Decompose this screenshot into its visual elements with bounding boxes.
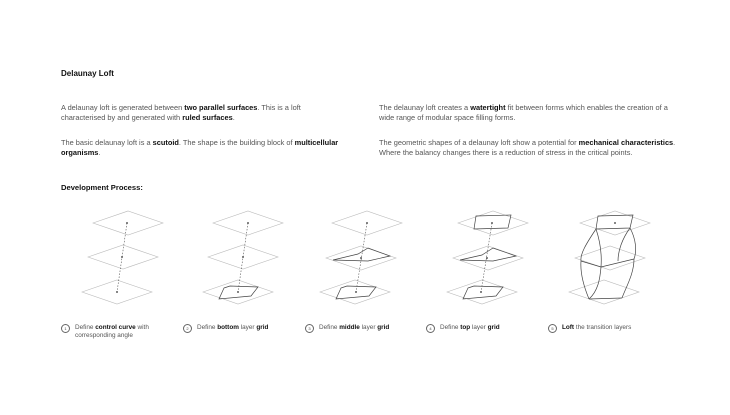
emphasis-text: multicellular organisms: [61, 138, 339, 157]
text-run: layer: [238, 324, 257, 331]
intro-paragraph-4: [379, 138, 679, 157]
step-caption-text: [562, 324, 631, 332]
step-5-caption: [548, 324, 663, 333]
step-2-caption: [183, 324, 298, 333]
step-4-caption: [426, 324, 541, 333]
emphasis-text: watertight: [470, 103, 506, 112]
emphasis-text: grid: [256, 324, 269, 331]
text-run: Define: [75, 324, 96, 331]
emphasis-text: mechanical characteristics: [578, 138, 674, 147]
emphasis-text: top: [460, 324, 471, 331]
text-run: .: [232, 112, 235, 122]
text-run: The delaunay loft creates a: [379, 103, 471, 112]
text-run: A delaunay loft is generated between: [61, 103, 185, 112]
text-run: Define: [319, 324, 340, 331]
emphasis-text: grid: [487, 324, 500, 331]
text-run: .: [98, 147, 101, 157]
text-run: The geometric shapes of a delaunay loft show a potential for: [379, 138, 579, 147]
emphasis-text: ruled surfaces: [182, 112, 233, 122]
emphasis-text: grid: [377, 324, 390, 331]
text-run: with corresponding angle: [75, 324, 149, 339]
step-number-badge: 1: [61, 324, 70, 333]
emphasis-text: two parallel surfaces: [184, 103, 258, 112]
emphasis-text: Loft: [562, 324, 575, 331]
emphasis-text: scutoid: [152, 138, 179, 147]
intro-paragraph-2: [61, 138, 346, 157]
emphasis-text: control curve: [95, 324, 136, 331]
text-run: fit between forms which enables the creation of a wide range of modular space filling forms.: [379, 103, 668, 122]
text-run: Define: [440, 324, 461, 331]
step-number-badge: 3: [305, 324, 314, 333]
step-caption-text: [440, 324, 500, 332]
step-1-caption: [61, 324, 171, 340]
text-run: . The shape is the building block of: [178, 138, 295, 147]
text-run: the transition layers: [574, 324, 632, 331]
step-caption-text: [197, 324, 268, 332]
step-caption-text: [319, 324, 389, 332]
intro-paragraph-1: [61, 103, 346, 122]
text-run: . This is a loft characterised by and generated with: [61, 103, 301, 122]
development-title: Development Process:: [61, 183, 143, 192]
step-number-badge: 4: [426, 324, 435, 333]
step-number-badge: 2: [183, 324, 192, 333]
emphasis-text: bottom: [217, 324, 239, 331]
text-run: layer: [359, 324, 378, 331]
emphasis-text: middle: [339, 324, 360, 331]
page-title: Delaunay Loft: [61, 69, 114, 78]
text-run: . Where the balancy changes there is a reduction of stress in the critical points.: [379, 138, 676, 157]
text-run: Define: [197, 324, 218, 331]
step-3-caption: [305, 324, 420, 333]
step-number-badge: 5: [548, 324, 557, 333]
step-caption-text: [75, 324, 171, 340]
text-run: The basic delaunay loft is a: [61, 138, 153, 147]
intro-paragraph-3: [379, 103, 679, 122]
text-run: layer: [470, 324, 488, 331]
